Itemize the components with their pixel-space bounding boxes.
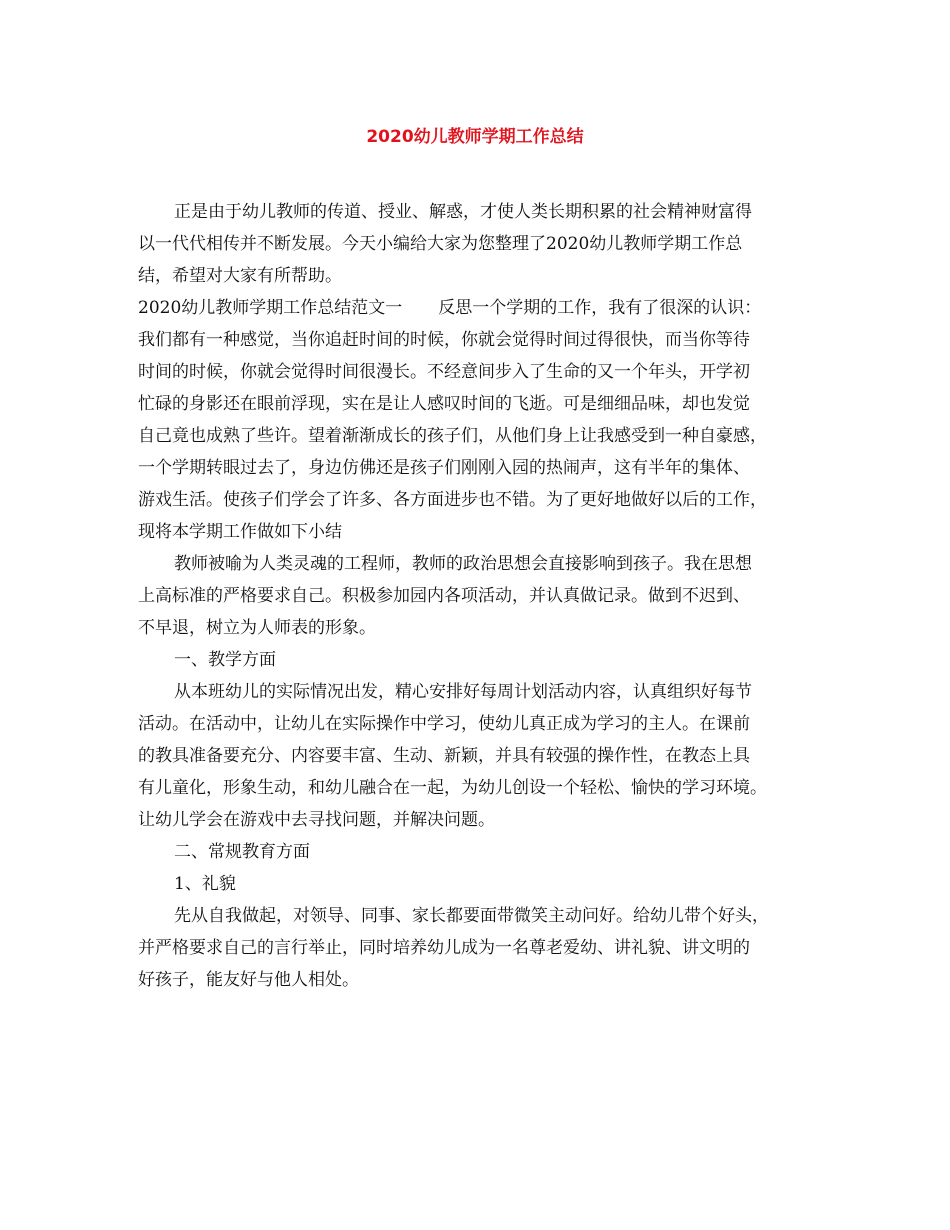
paragraph-line: 时间的时候，你就会觉得时间很漫长。不经意间步入了生命的又一个年头，开学初	[138, 362, 750, 382]
paragraph-line: 的教具准备要充分、内容要丰富、生动、新颖，并具有较强的操作性，在教态上具	[138, 746, 750, 766]
paragraph-line: 活动。在活动中，让幼儿在实际操作中学习，使幼儿真正成为学习的主人。在课前	[138, 714, 750, 734]
paragraph-line: 现将本学期工作做如下小结	[138, 522, 342, 542]
paragraph-line: 忙碌的身影还在眼前浮现，实在是让人感叹时间的飞逝。可是细细品味，却也发觉	[138, 394, 750, 414]
paragraph-line: 一个学期转眼过去了，身边仿佛还是孩子们刚刚入园的热闹声，这有半年的集体、	[138, 458, 750, 478]
paragraph-line: 教师被喻为人类灵魂的工程师，教师的政治思想会直接影响到孩子。我在思想	[174, 554, 752, 574]
paragraph-line: 游戏生活。使孩子们学会了许多、各方面进步也不错。为了更好地做好以后的工作，	[138, 490, 767, 510]
document-title: 2020幼儿教师学期工作总结	[366, 127, 584, 147]
paragraph-line: 有儿童化，形象生动，和幼儿融合在一起，为幼儿创设一个轻松、愉快的学习环境。	[138, 778, 767, 798]
subsection-heading: 1、礼貌	[174, 874, 236, 894]
paragraph-line: 我们都有一种感觉，当你追赶时间的时候，你就会觉得时间过得很快，而当你等待	[138, 330, 750, 350]
paragraph-line: 好孩子，能友好与他人相处。	[138, 970, 359, 990]
section-line	[138, 295, 761, 321]
paragraph-line: 不早退，树立为人师表的形象。	[138, 618, 376, 638]
paragraph-line: 结，希望对大家有所帮助。	[138, 266, 342, 286]
paragraph-line: 以一代代相传并不断发展。今天小编给大家为您整理了2020幼儿教师学期工作总	[138, 234, 743, 254]
paragraph-line: 并严格要求自己的言行举止，同时培养幼儿成为一名尊老爱幼、讲礼貌、讲文明的	[138, 938, 750, 958]
section-intro: 反思一个学期的工作，我有了很深的认识：	[438, 298, 762, 318]
section-heading: 二、常规教育方面	[174, 842, 310, 862]
section-heading: 2020幼儿教师学期工作总结范文一	[138, 298, 403, 318]
paragraph-line: 上高标准的严格要求自己。积极参加园内各项活动，并认真做记录。做到不迟到、	[138, 586, 750, 606]
paragraph-line: 自己竟也成熟了些许。望着渐渐成长的孩子们，从他们身上让我感受到一种自豪感，	[138, 426, 767, 446]
section-heading: 一、教学方面	[174, 650, 276, 670]
paragraph-line: 先从自我做起，对领导、同事、家长都要面带微笑主动问好。给幼儿带个好头，	[174, 906, 769, 926]
paragraph-line: 从本班幼儿的实际情况出发，精心安排好每周计划活动内容，认真组织好每节	[174, 682, 752, 702]
paragraph-line: 正是由于幼儿教师的传道、授业、解惑，才使人类长期积累的社会精神财富得	[174, 202, 752, 222]
paragraph-line: 让幼儿学会在游戏中去寻找问题，并解决问题。	[138, 810, 495, 830]
